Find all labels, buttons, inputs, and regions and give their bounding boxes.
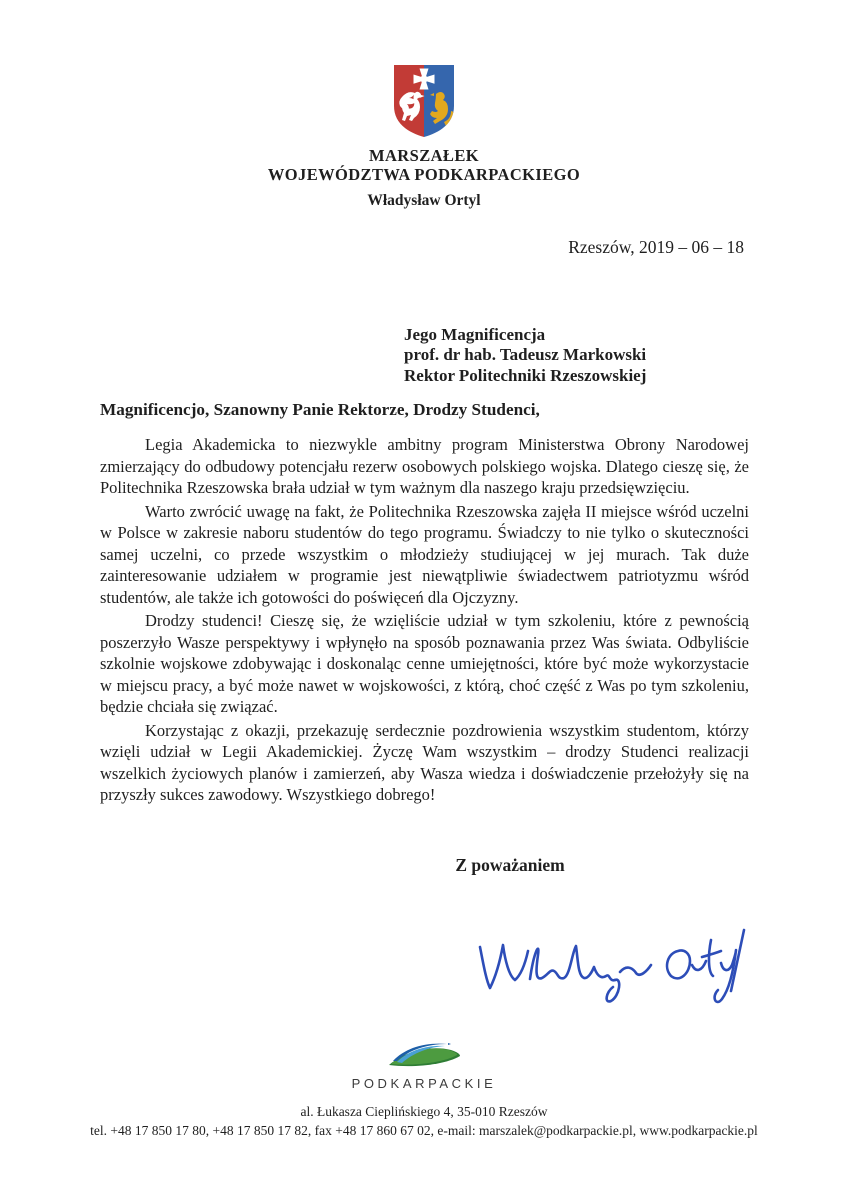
salutation: Magnificencjo, Szanowny Panie Rektorze, Drodzy Studenci, — [100, 400, 540, 419]
paragraph-2: Warto zwrócić uwagę na fakt, że Politechnika Rzeszowska zajęła II miejsce wśród uczelni w Polsce w zakresie naboru studentów do tego programu. Świadczy to nie tylko o skuteczności samej uczelni, co przede wszystkim o młodzieży studiującej w jej murach. Tak duże zainteresowanie udziałem w programie jest niewątpliwie świadectwem patriotyzmu wśród studentów, ale także ich gotowości do poświęceń dla Ojczyzny. — [100, 501, 749, 607]
letterhead — [0, 64, 848, 210]
footer-contact: tel. +48 17 850 17 80, +48 17 850 17 82, fax +48 17 860 67 02, e-mail: marszalek@podkarpackie.pl, www.podkarpackie.pl — [90, 1123, 758, 1138]
recipient-block — [404, 325, 646, 386]
paragraph-4: Korzystając z okazji, przekazuję serdecznie pozdrowienia wszystkim studentom, którzy wzięli udział w Legii Akademickiej. Życzę Wam wszystkim – drodzy Studenci realizacji wszelkich życiowych planów i zamierzeń, aby Wasza wiedza i doświadczenie przełożyły się na przyszły sukces zawodowy. Wszystkiego dobrego! — [100, 720, 749, 804]
office-holder-name: Władysław Ortyl — [367, 192, 481, 209]
handwritten-signature — [470, 915, 750, 1020]
footer-contact-block — [0, 1102, 848, 1140]
logo-wordmark: PODKARPACKIE — [351, 1076, 497, 1091]
podkarpackie-coat-of-arms-icon — [392, 64, 456, 138]
recipient-role: Rektor Politechniki Rzeszowskiej — [404, 365, 647, 385]
office-title-line2: WOJEWÓDZTWA PODKARPACKIEGO — [267, 164, 581, 184]
closing-phrase: Z poważaniem — [455, 855, 565, 875]
dateline: Rzeszów, 2019 – 06 – 18 — [568, 237, 744, 257]
paragraph-1: Legia Akademicka to niezwykle ambitny program Ministerstwa Obrony Narodowej zmierzający do odbudowy potencjału rezerw osobowych polskiego wojska. Dlatego cieszę się, że Politechnika Rzeszowska brała udział w tym ważnym dla naszego kraju przedsięwzięciu. — [100, 435, 749, 497]
footer-address: al. Łukasza Cieplińskiego 4, 35-010 Rzeszów — [300, 1104, 548, 1119]
office-title — [0, 147, 848, 184]
paragraph-3: Drodzy studenci! Cieszę się, że wzięliście udział w tym szkoleniu, które z pewnością poszerzyło Wasze perspektywy i wpłynęło na sposób poznawania przez Was świata. Odbyliście szkolnie wojskowe zdobywając i doskonaląc cenne umiejętności, które być może wykorzystacie w miejscu pracy, a być może nawet w wojskowości, z którą, choć część z Was po tym szkoleniu, będzie chciała się związać. — [100, 611, 749, 716]
letter-body — [100, 400, 749, 808]
recipient-honorific: Jego Magnificencja — [404, 325, 546, 344]
podkarpackie-logo — [0, 1041, 848, 1091]
podkarpackie-logo-icon — [385, 1041, 463, 1068]
recipient-name: prof. dr hab. Tadeusz Markowski — [404, 345, 647, 365]
office-title-line1: MARSZAŁEK — [369, 146, 479, 165]
